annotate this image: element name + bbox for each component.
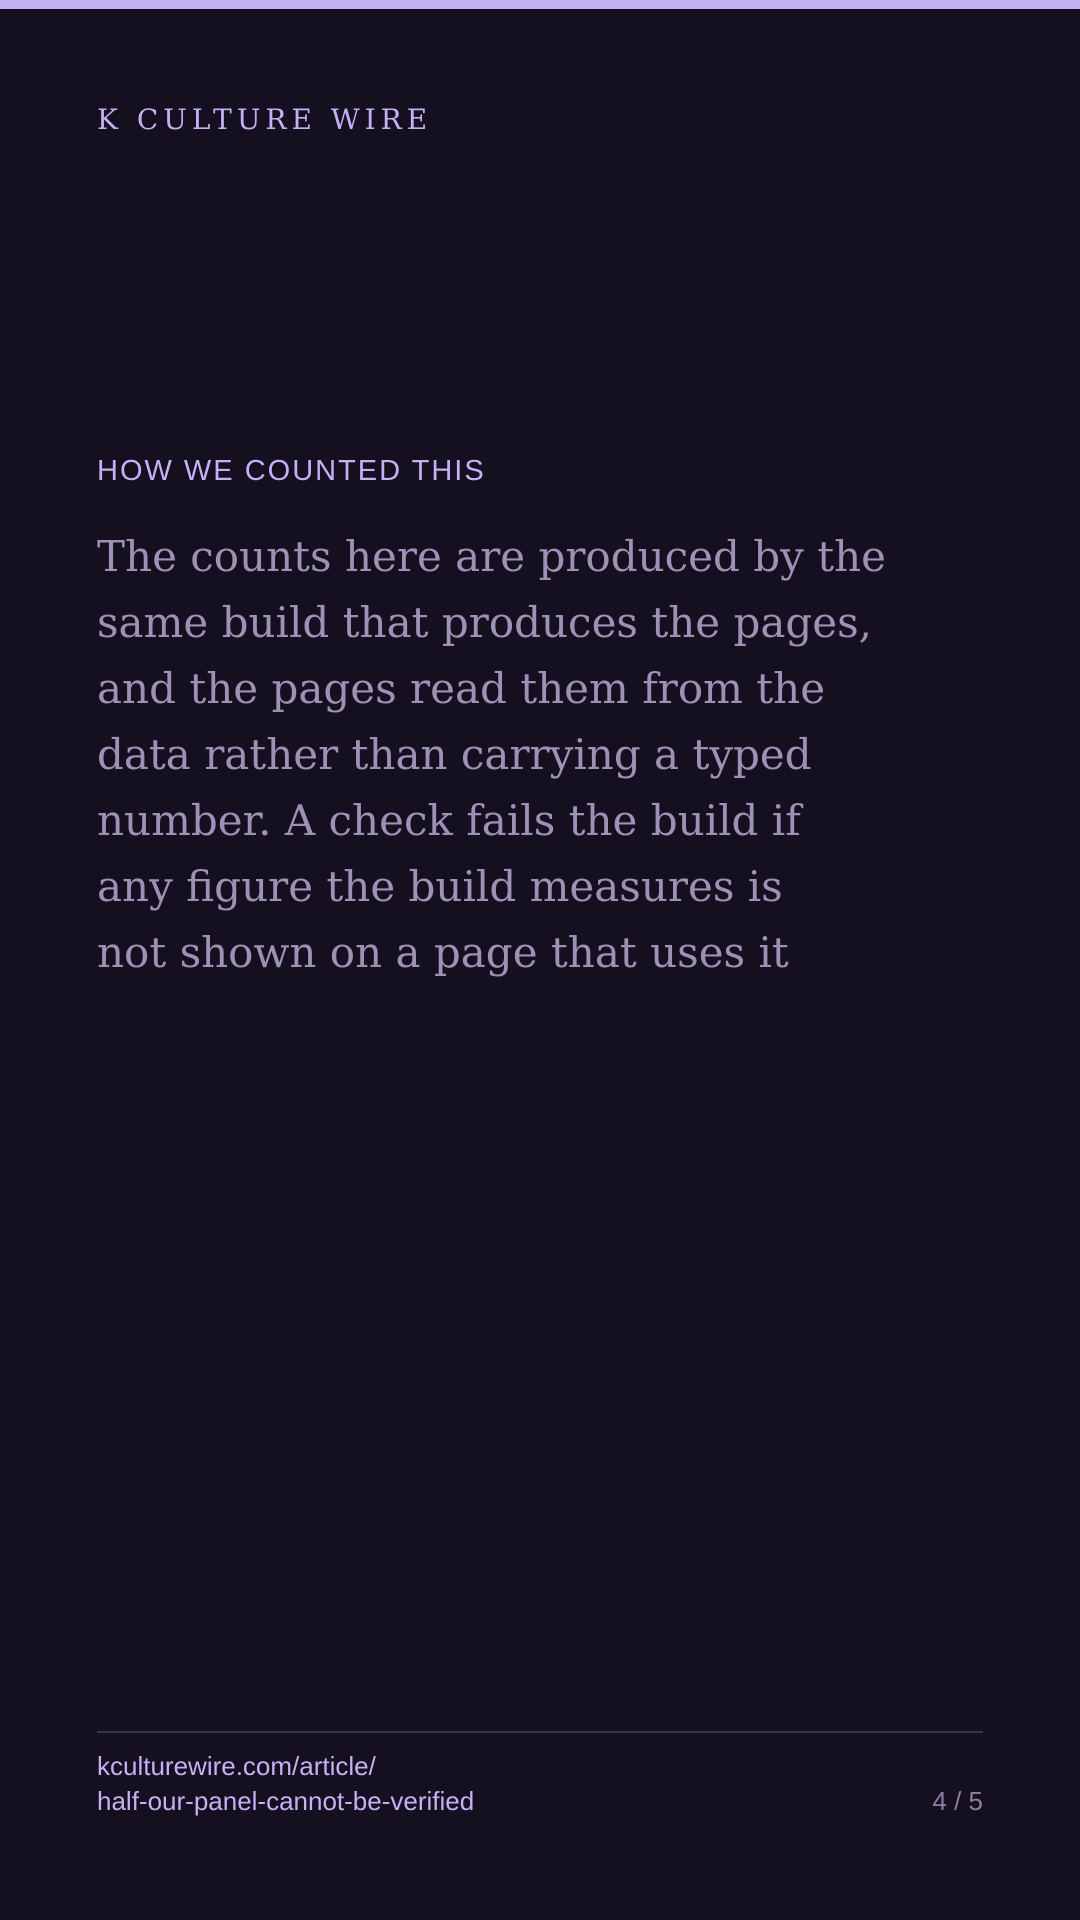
body-line: number. A check fails the build if bbox=[97, 796, 801, 845]
body-line: any figure the build measures is bbox=[97, 862, 783, 911]
article-url-line: kculturewire.com/article/ bbox=[97, 1751, 376, 1781]
section-label: HOW WE COUNTED THIS bbox=[97, 455, 486, 487]
body-line: not shown on a page that uses it bbox=[97, 928, 789, 977]
brand-masthead: K CULTURE WIRE bbox=[97, 103, 433, 136]
footer-divider bbox=[97, 1731, 983, 1733]
article-url-line: half-our-panel-cannot-be-verified bbox=[97, 1786, 475, 1816]
body-line: data rather than carrying a typed bbox=[97, 730, 812, 779]
article-url-link[interactable] bbox=[97, 1749, 474, 1819]
accent-top-bar bbox=[0, 0, 1080, 9]
body-line: The counts here are produced by the bbox=[97, 532, 887, 581]
body-line: and the pages read them from the bbox=[97, 664, 826, 713]
body-paragraph bbox=[97, 524, 907, 986]
body-line: same build that produces the pages, bbox=[97, 598, 873, 647]
page-counter: 4 / 5 bbox=[932, 1786, 983, 1816]
